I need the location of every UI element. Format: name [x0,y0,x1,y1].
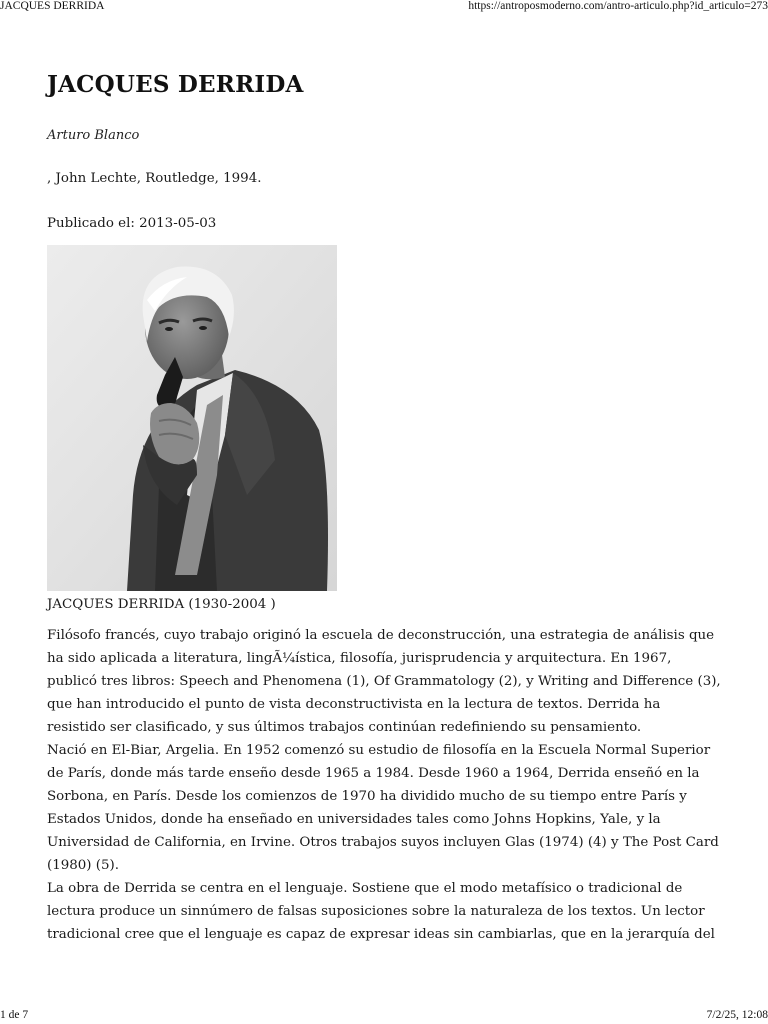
paragraph: Nació en El-Biar, Argelia. En 1952 comenzó su estudio de filosofía en la Escuela Normal Superior de París, donde más tarde enseño desde 1965 a 1984. Desde 1960 a 1964, Derrida enseñó en la Sorbona, en París. Desde los comienzos de 1970 ha dividido mucho de su tiempo entre París y Estados Unidos, donde ha enseñado en universidades tales como Johns Hopkins, Yale, y la Universidad de California, en Irvine. Otros trabajos suyos incluyen Glas (1974) (4) y The Post Card (1980) (5). [47,743,719,873]
article-body [47,624,723,946]
page-number: 1 de 7 [0,1009,29,1021]
article-content [47,70,723,946]
print-header [0,0,768,16]
paragraph: La obra de Derrida se centra en el lenguaje. Sostiene que el modo metafísico o tradicional de lectura produce un sinnúmero de falsas suposiciones sobre la naturaleza de los textos. Un lector tradicional cree que el lenguaje es capaz de expresar ideas sin cambiarlas, que en la jerarquía del [47,881,715,942]
portrait-photo [47,245,337,591]
photo-caption: JACQUES DERRIDA (1930-2004 ) [47,597,276,612]
print-datetime: 7/2/25, 12:08 [706,1009,768,1021]
portrait-illustration [47,245,337,591]
article-author: Arturo Blanco [47,128,140,143]
paragraph: Filósofo francés, cuyo trabajo originó la escuela de deconstrucción, una estrategia de análisis que ha sido aplicada a literatura, lingÃ¼ística, filosofía, jurisprudencia y arquitectura. En 1967, publicó tres libros: Speech and Phenomena (1), Of Grammatology (2), y Writing and Difference (3), que han introducido el punto de vista deconstructivista en la lectura de textos. Derrida ha resistido ser clasificado, y sus últimos trabajos continúan redefiniendo su pensamiento. [47,628,721,735]
article-title: JACQUES DERRIDA [47,71,304,98]
print-header-title: JACQUES DERRIDA [0,0,105,12]
publication-date: Publicado el: 2013-05-03 [47,216,217,231]
print-footer [0,1006,768,1024]
article-source: , John Lechte, Routledge, 1994. [47,171,262,186]
print-header-url: https://antroposmoderno.com/antro-articulo.php?id_articulo=273 [468,0,768,12]
